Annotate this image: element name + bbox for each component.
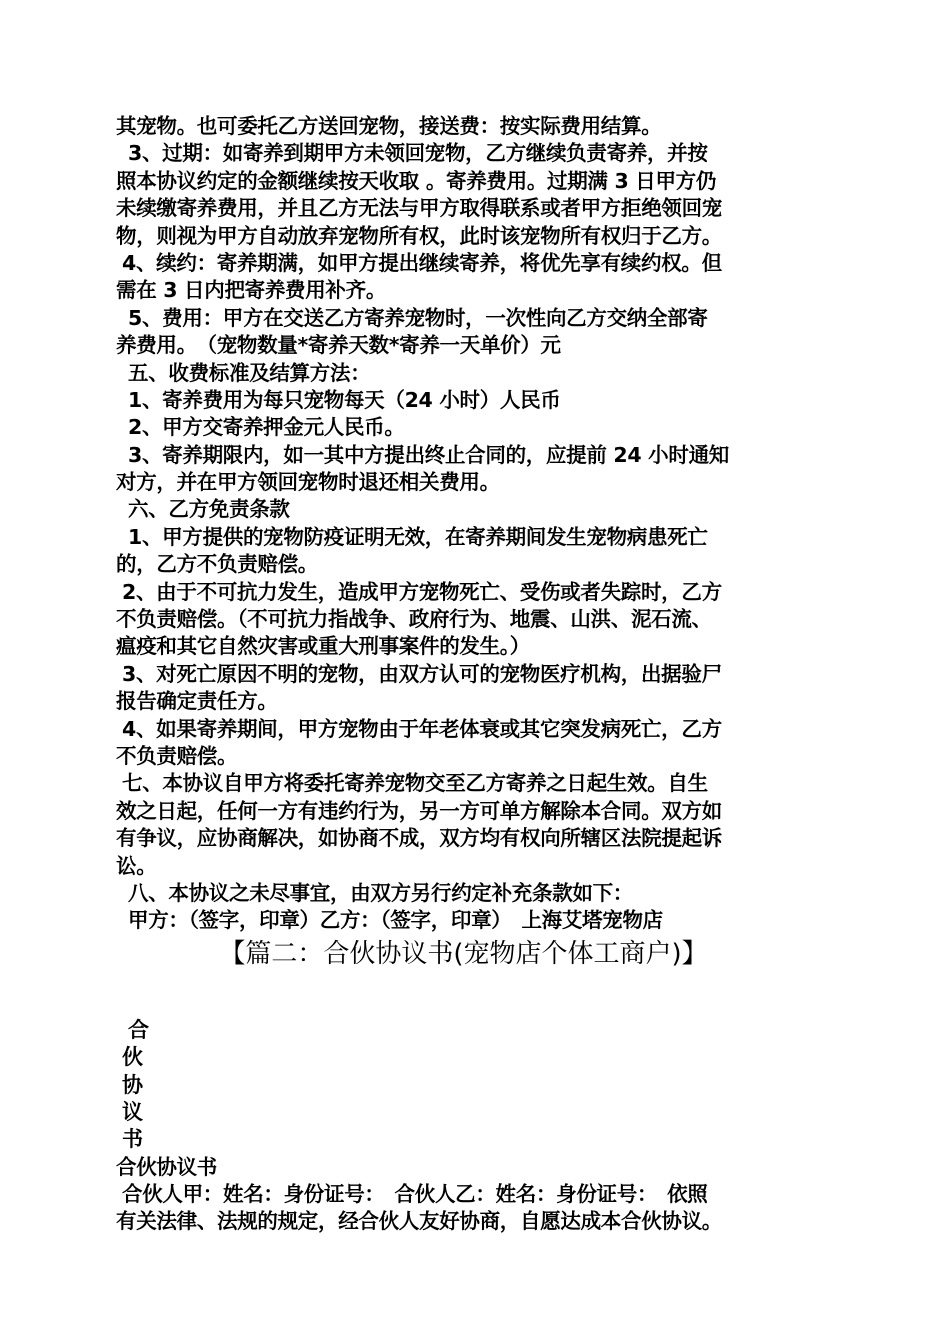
vertical-title-char: 协 [122,1072,143,1097]
text-line: 4、续约：寄养期满，如甲方提出继续寄养，将优先享有续约权。但 [122,250,722,275]
text-line: 七、本协议自甲方将委托寄养宠物交至乙方寄养之日起生效。自生 [122,771,708,796]
text-line: 对方，并在甲方领回宠物时退还相关费用。 [116,470,500,495]
text-line: 合伙人甲：姓名：身份证号： 合伙人乙：姓名：身份证号： 依照 [122,1182,708,1207]
text-line: 3、过期：如寄养到期甲方未领回宠物，乙方继续负责寄养，并按 [128,141,708,166]
text-line: 其宠物。也可委托乙方送回宠物，接送费：按实际费用结算。 [116,114,662,138]
text-line: 5、费用：甲方在交送乙方寄养宠物时，一次性向乙方交纳全部寄 [128,305,708,330]
text-line: 2、由于不可抗力发生，造成甲方宠物死亡、受伤或者失踪时，乙方 [122,579,722,604]
text-line: 的，乙方不负责赔偿。 [116,552,318,577]
text-line: 报告确定责任方。 [116,689,278,714]
text-line: 不负责赔偿。（不可抗力指战争、政府行为、地震、山洪、泥石流、 [116,607,712,632]
text-line: 1、寄养费用为每只宠物每天（24 小时）人民币 [128,387,561,412]
text-line: 2、甲方交寄养押金元人民币。 [128,415,405,440]
vertical-title-char: 议 [122,1099,143,1124]
contract-clauses-part1 [116,113,841,935]
vertical-title-char: 伙 [122,1045,143,1070]
text-line: 效之日起，任何一方有违约行为，另一方可单方解除本合同。双方如 [116,798,722,823]
text-line: 3、寄养期限内，如一其中方提出终止合同的，应提前 24 小时通知 [128,442,729,467]
text-line: 甲方：（签字，印章）乙方：（签字，印章） 上海艾塔宠物店 [128,908,663,933]
text-line: 照本协议约定的金额继续按天收取 。寄养费用。过期满 3 日甲方仍 [116,168,717,193]
text-line: 瘟疫和其它自然灾害或重大刑事案件的发生。） [116,634,530,659]
text-line: 养费用。 （宠物数量*寄养天数*寄养一天单价）元 [116,333,561,358]
vertical-title-char: 书 [122,1127,143,1152]
spacer [116,973,841,1017]
text-line: 物，则视为甲方自动放弃宠物所有权，此时该宠物所有权归于乙方。 [116,223,722,248]
text-line: 不负责赔偿。 [116,743,238,768]
text-line: 八、本协议之未尽事宜，由双方另行约定补充条款如下： [128,880,633,905]
text-line: 需在 3 日内把寄养费用补齐。 [116,278,387,303]
text-line: 讼。 [116,853,157,878]
text-line: 3、对死亡原因不明的宠物，由双方认可的宠物医疗机构，出据验尸 [122,661,722,686]
text-line: 1、甲方提供的宠物防疫证明无效，在寄养期间发生宠物病患死亡 [128,524,708,549]
document-page [116,113,841,1236]
vertical-title [116,1017,841,1154]
section-heading: 【篇二：合伙协议书(宠物店个体工商户)】 [219,938,708,969]
text-line: 有关法律、法规的规定，经合伙人友好协商，自愿达成本合伙协议。 [116,1209,722,1234]
partnership-agreement-part2 [116,1154,841,1236]
text-line: 五、收费标准及结算方法： [128,360,371,385]
text-line: 有争议，应协商解决，如协商不成，双方均有权向所辖区法院提起诉 [116,826,722,851]
text-line: 合伙协议书 [116,1154,217,1179]
text-line: 4、如果寄养期间，甲方宠物由于年老体衰或其它突发病死亡，乙方 [122,716,722,741]
vertical-title-char: 合 [128,1017,149,1042]
text-line: 未续缴寄养费用，并且乙方无法与甲方取得联系或者甲方拒绝领回宠 [116,196,722,221]
text-line: 六、乙方免责条款 [128,497,290,522]
